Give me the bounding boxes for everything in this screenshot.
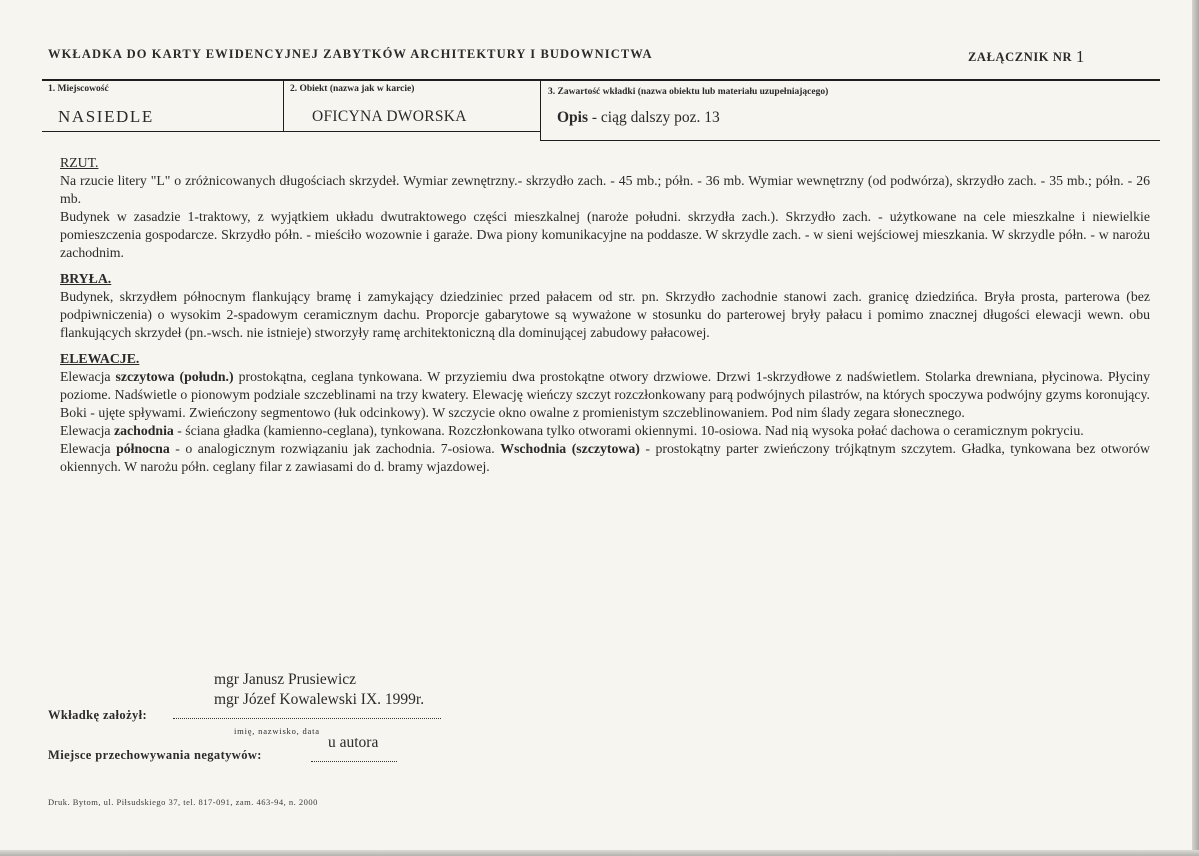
text-run: Elewacja [60,369,116,384]
text-run: Elewacja [60,423,115,438]
header-rule [42,79,1160,81]
text-run-bold: szczytowa (połudn.) [115,369,234,384]
established-by-dotted-line [173,717,441,719]
text-run-bold: Wschodnia (szczytowa) [500,441,640,456]
section-bryla [60,270,1150,342]
field-divider-2 [540,81,541,140]
section-heading-rzut: RZUT. [60,155,99,170]
content-field-bottom-rule [540,140,1160,141]
rzut-paragraph-2: Budynek w zasadzie 1-traktowy, z wyjątkiem układu dwutraktowego części mieszkalnej (naroże południ. skrzydła zach.). Skrzydło zach. - użytkowane na cele mieszkalne i niewielkie pomieszczenia gospodarcze. Skrzydło półn. - mieściło wozownie i garaże. Dwa piony komunikacyjne na poddasze. W skrzydle zach. - w sieni wejściowej mieszkania. W skrzydle półn. - w narożu zachodnim. [60,209,1150,260]
author-line-1: mgr Janusz Prusiewicz [214,671,357,688]
text-run: prostokątna, ceglana tynkowana. W przyziemiu dwa prostokątne otwory drzwiowe. Drzwi 1-skrzydłowe z nadświetlem. Stolarka drewniana, płycinowa. Płyciny poziome. Nadświetle o pionowym podziale szczeblinami na trzy kwatery. Elewację wieńczy szczyt rozczłonkowany parą podwójnych pilastrów, na których spoczywa podwójny gzyms koronujący. Boki - ujęte spływami. Zwieńczony segmentowo (łuk odcinkowy). W szczycie okno owalne z promienistym szczeblinowaniem. Pod nim ślady zegara słonecznego. [60,369,1150,420]
negatives-dotted-line [311,760,397,762]
section-rzut [60,154,1150,262]
locality-label: 1. Miejscowość [48,84,109,94]
attachment-number: 1 [1075,47,1085,66]
field-divider-1 [283,81,284,131]
negatives-location-label: Miejsce przechowywania negatywów: [48,748,262,762]
negatives-location-value: u autora [328,734,379,751]
object-label: 2. Obiekt (nazwa jak w karcie) [290,84,415,94]
printer-imprint: Druk. Bytom, ul. Piłsudskiego 37, tel. 817-091, zam. 463-94, n. 2000 [48,797,318,807]
section-elewacje [60,350,1150,476]
name-date-caption: imię, nazwisko, data [234,726,320,736]
text-run-bold: północna [116,441,170,456]
content-label: 3. Zawartość wkładki (nazwa obiektu lub materiału uzupełniającego) [548,87,829,97]
text-run: - o analogicznym rozwiązaniu jak zachodnia. 7-osiowa. [169,441,501,456]
text-run-bold: zachodnia [114,423,174,438]
paper-edge-bottom [0,850,1199,856]
text-run: - ściana gładka (kamienno-ceglana), tynkowana. Rozczłonkowana tylko otworami okiennymi. 10-osiowa. Nad nią wysoka połać dachowa o ceramicznym pokryciu. [173,423,1084,438]
text-run: Elewacja [60,441,117,456]
established-by-label: Wkładkę założył: [48,708,148,722]
elewacje-paragraph-1 [60,368,1150,422]
section-heading-bryla: BRYŁA. [60,271,112,286]
attachment-label-text: ZAŁĄCZNIK NR [968,50,1073,64]
fields-bottom-rule [42,131,540,132]
form-title: WKŁADKA DO KARTY EWIDENCYJNEJ ZABYTKÓW ARCHITEKTURY I BUDOWNICTWA [48,47,653,61]
locality-value: NASIEDLE [58,107,154,126]
bryla-paragraph-1: Budynek, skrzydłem północnym flankujący bramę i zamykający dziedziniec przed pałacem od str. pn. Skrzydło zachodnie stanowi zach. granicę dziedzińca. Bryła prosta, parterowa (bez podpiwniczenia) o wysokim 2-spadowym ceramicznym dachu. Proporcje gabarytowe są wyważone w stosunku do parterowej bryły pałacu i pomimo znacznej długości elewacji wewn. obu flankujących skrzydeł (pn.-wsch. nie istnieje) stworzyły ramę architektoniczną dla dominującej zabudowy pałacowej. [60,289,1150,340]
object-value: OFICYNA DWORSKA [312,108,467,125]
content-value-rest: - ciąg dalszy poz. 13 [588,109,720,126]
rzut-paragraph-1: Na rzucie litery "L" o zróżnicowanych długościach skrzydeł. Wymiar zewnętrzny.- skrzydło zach. - 45 mb.; półn. - 36 mb. Wymiar wewnętrzny (od podwórza), skrzydło zach. - 35 mb.; półn. - 26 mb. [60,173,1150,206]
attachment-label [968,46,1085,66]
text-run: - prostokątny parter zwieńczony trójkątnym szczytem. Gładka, tynkowana bez otworów okiennych. W narożu półn. ceglany filar z zawiasami do d. bramy wjazdowej. [60,441,1150,474]
section-heading-elewacje: ELEWACJE. [60,351,140,366]
elewacje-paragraph-3 [60,440,1150,476]
author-line-2: mgr Józef Kowalewski IX. 1999r. [214,691,425,708]
content-value-bold: Opis [557,109,589,126]
elewacje-paragraph-2 [60,422,1150,440]
content-value [557,109,720,127]
paper-edge-right [1192,0,1199,856]
description-body [60,154,1150,476]
